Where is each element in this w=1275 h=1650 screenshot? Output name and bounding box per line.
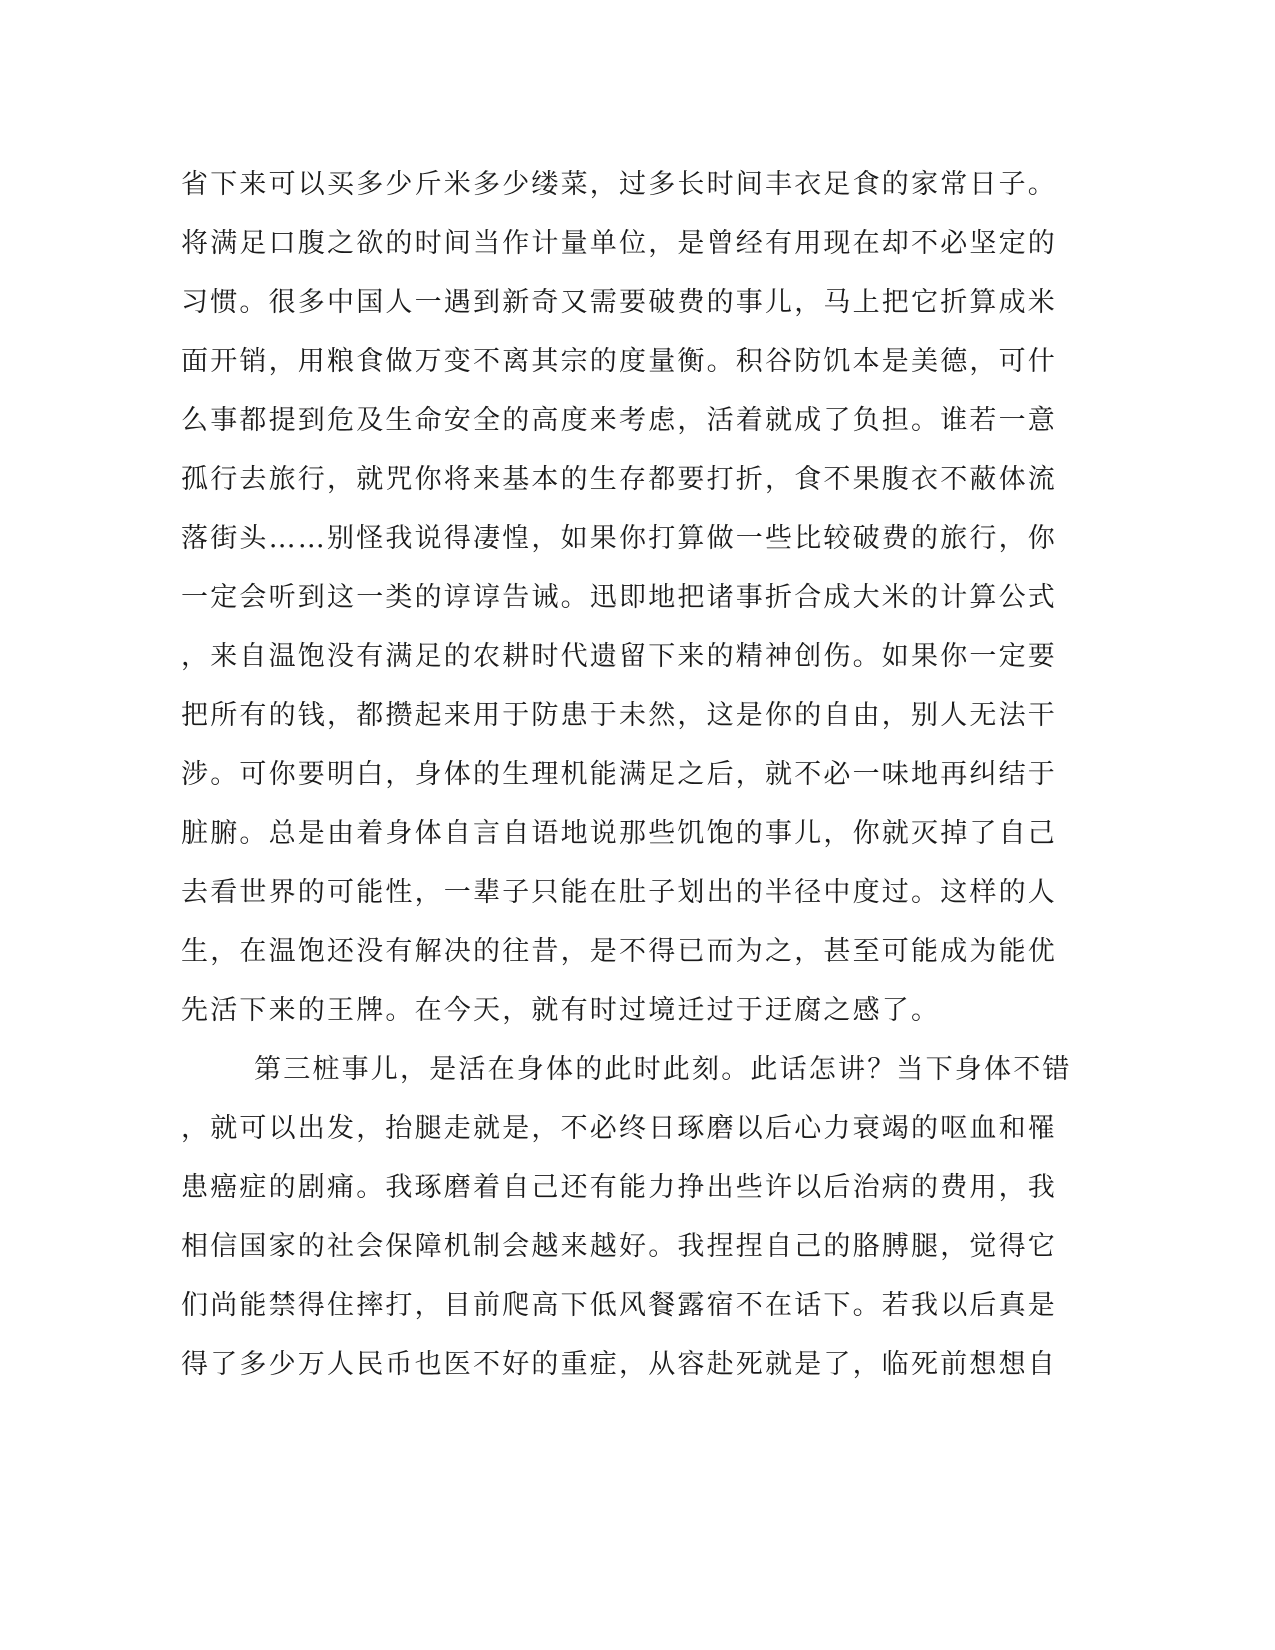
body-text xyxy=(181,155,1072,1394)
text-line: 涉。可你要明白，身体的生理机能满足之后，就不必一味地再纠结于 xyxy=(181,759,1057,790)
text-line: 患癌症的剧痛。我琢磨着自己还有能力挣出些许以后治病的费用，我 xyxy=(181,1172,1057,1203)
text-line: 们尚能禁得住摔打，目前爬高下低风餐露宿不在话下。若我以后真是 xyxy=(181,1290,1057,1321)
text-line: 么事都提到危及生命安全的高度来考虑，活着就成了负担。谁若一意 xyxy=(181,405,1057,436)
text-line: ，来自温饱没有满足的农耕时代遗留下来的精神创伤。如果你一定要 xyxy=(181,641,1057,672)
text-line: 生，在温饱还没有解决的往昔，是不得已而为之，甚至可能成为能优 xyxy=(181,936,1057,967)
text-line: 省下来可以买多少斤米多少缕菜，过多长时间丰衣足食的家常日子。 xyxy=(181,169,1057,200)
text-line: 一定会听到这一类的谆谆告诫。迅即地把诸事折合成大米的计算公式 xyxy=(181,582,1057,613)
paragraph-start-line: 第三桩事儿，是活在身体的此时此刻。此话怎讲？当下身体不错 xyxy=(254,1054,1072,1085)
text-line: 孤行去旅行，就咒你将来基本的生存都要打折，食不果腹衣不蔽体流 xyxy=(181,464,1057,495)
text-line: 先活下来的王牌。在今天，就有时过境迁过于迂腐之感了。 xyxy=(181,995,941,1026)
text-line: 面开销，用粮食做万变不离其宗的度量衡。积谷防饥本是美德，可什 xyxy=(181,346,1057,377)
text-line: 相信国家的社会保障机制会越来越好。我捏捏自己的胳膊腿，觉得它 xyxy=(181,1231,1057,1262)
text-line: 脏腑。总是由着身体自言自语地说那些饥饱的事儿，你就灭掉了自己 xyxy=(181,818,1057,849)
text-line: 去看世界的可能性，一辈子只能在肚子划出的半径中度过。这样的人 xyxy=(181,877,1057,908)
text-line: 习惯。很多中国人一遇到新奇又需要破费的事儿，马上把它折算成米 xyxy=(181,287,1057,318)
text-line: 将满足口腹之欲的时间当作计量单位，是曾经有用现在却不必坚定的 xyxy=(181,228,1057,259)
text-line: 得了多少万人民币也医不好的重症，从容赴死就是了，临死前想想自 xyxy=(181,1349,1057,1380)
text-line: 把所有的钱，都攒起来用于防患于未然，这是你的自由，别人无法干 xyxy=(181,700,1057,731)
text-line: ，就可以出发，抬腿走就是，不必终日琢磨以后心力衰竭的呕血和罹 xyxy=(181,1113,1057,1144)
text-line: 落街头……别怪我说得凄惶，如果你打算做一些比较破费的旅行，你 xyxy=(181,523,1057,554)
